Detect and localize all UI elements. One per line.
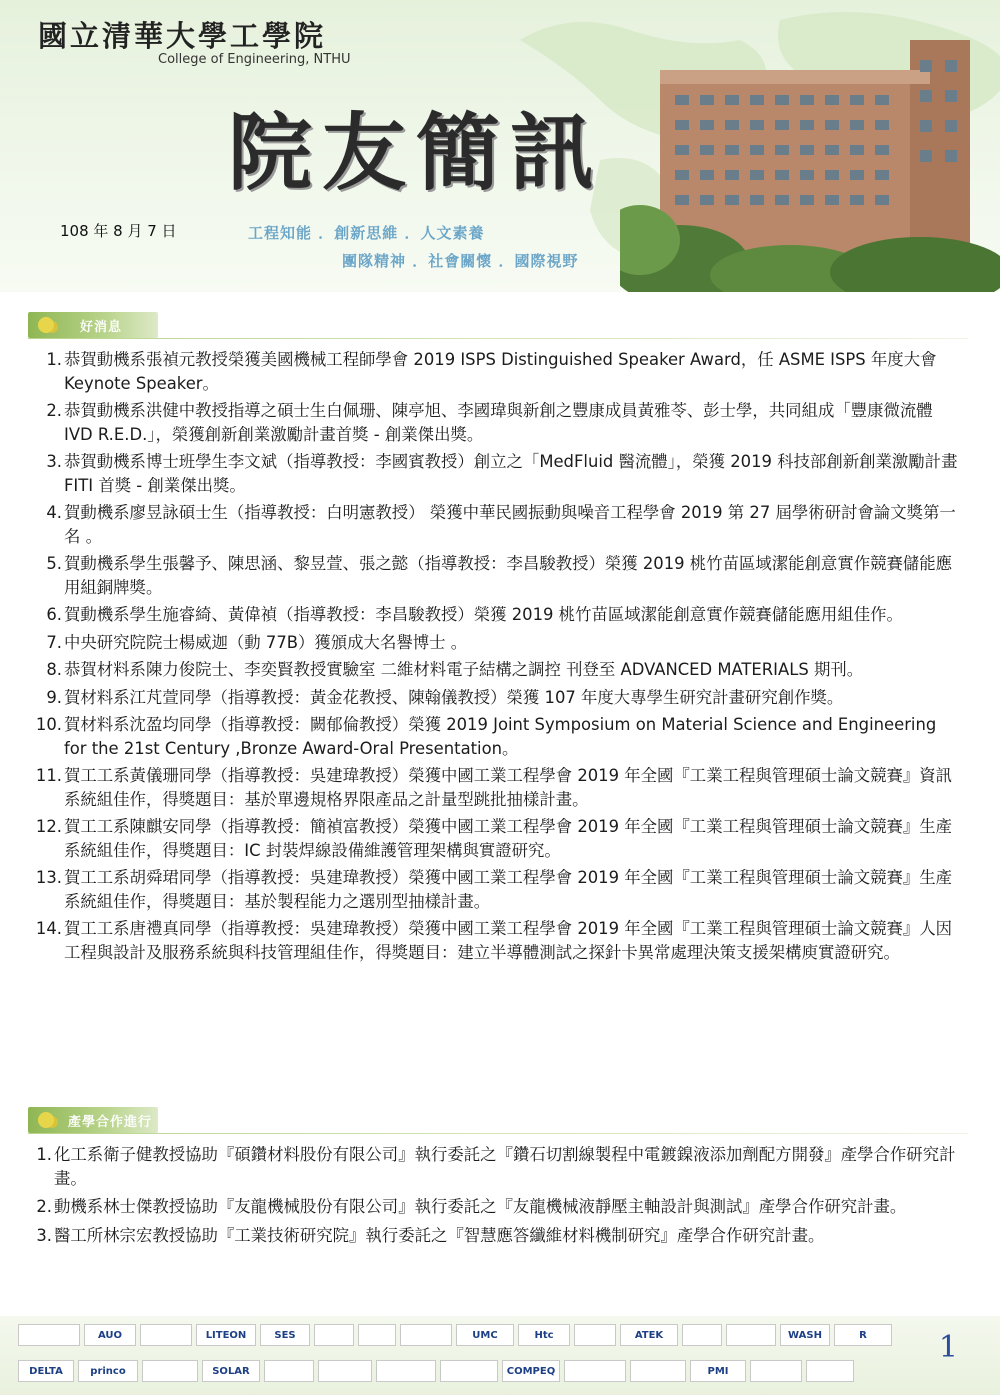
slogan-line-1: 工程知能 ．創新思維 ．人文素養	[248, 224, 485, 242]
list-item	[28, 348, 963, 395]
item-text: 賀工工系胡舜珺同學（指導教授：吳建瑋教授）榮獲中國工業工程學會 2019 年全國『工業工程與管理碩士論文競賽』生產系統組佳作，得獎題目：基於製程能力之選別型抽樣計畫。	[64, 868, 953, 911]
item-text: 賀動機系廖昱詠碩士生（指導教授：白明憲教授） 榮獲中華民國振動與噪音工程學會 2019 第 27 屆學術研討會論文獎第一名 。	[64, 503, 956, 546]
item-number: 1.	[46, 350, 62, 369]
item-text: 恭賀動機系洪健中教授指導之碩士生白佩珊、陳亭旭、李國瑋與新創之豐康成員黃雅苓、彭士學，共同組成「豐康微流體 IVD R.E.D.」，榮獲創新創業激勵計畫首獎 - 創業傑出獎。	[64, 401, 933, 444]
list-item	[22, 1143, 957, 1190]
sponsor-logo	[18, 1324, 80, 1346]
section-tag-good-news	[28, 312, 158, 338]
item-number: 11.	[35, 766, 62, 785]
item-text: 賀材料系沈盈均同學（指導教授：闕郁倫教授）榮獲 2019 Joint Symposium on Material Science and Engineering for the 21st Century ,Bronze Award-Oral Presentation。	[64, 715, 937, 758]
slogan-line-2: 團隊精神 ．社會關懷 ．國際視野	[342, 252, 579, 270]
list-item	[28, 815, 963, 862]
flower-icon	[38, 1112, 54, 1128]
sponsor-logo: COMPEQ	[502, 1360, 560, 1382]
item-text: 恭賀材料系陳力俊院士、李奕賢教授實驗室 二維材料電子結構之調控 刊登至 ADVANCED MATERIALS 期刊。	[64, 660, 864, 679]
cooperation-list	[22, 1143, 957, 1252]
item-number: 1.	[36, 1145, 52, 1164]
list-item	[28, 552, 963, 599]
item-number: 10.	[35, 715, 62, 734]
item-number: 8.	[46, 660, 62, 679]
item-number: 2.	[46, 401, 62, 420]
item-number: 14.	[35, 919, 62, 938]
item-number: 3.	[46, 452, 62, 471]
item-number: 4.	[46, 503, 62, 522]
sponsor-logo: SES	[260, 1324, 310, 1346]
sponsor-logo: PMI	[690, 1360, 746, 1382]
item-number: 13.	[35, 868, 62, 887]
sponsor-logo: ATEK	[620, 1324, 678, 1346]
sponsor-logo	[314, 1324, 354, 1346]
college-name-chinese: 國立清華大學工學院	[38, 19, 327, 53]
sponsor-footer	[0, 1316, 1000, 1395]
issue-date: 108 年 8 月 7 日	[60, 222, 177, 240]
section-divider	[28, 338, 968, 339]
sponsor-logo-row-1	[18, 1324, 892, 1346]
item-text: 中央研究院院士楊威迦（動 77B）獲頒成大名譽博士 。	[64, 632, 468, 652]
newsletter-title: 院友簡訊	[228, 103, 605, 202]
sponsor-logo	[142, 1360, 198, 1382]
item-number: 7.	[46, 632, 62, 652]
section-divider	[28, 1133, 968, 1134]
list-item	[22, 1195, 957, 1219]
sponsor-logo	[264, 1360, 314, 1382]
sponsor-logo	[358, 1324, 396, 1346]
sponsor-logo	[400, 1324, 452, 1346]
sponsor-logo: DELTA	[18, 1360, 74, 1382]
sponsor-logo: UMC	[456, 1324, 514, 1346]
item-number: 5.	[46, 554, 62, 573]
item-text: 動機系林士傑教授協助『友龍機械股份有限公司』執行委託之『友龍機械液靜壓主軸設計與測試』產學合作研究計畫。	[54, 1197, 907, 1216]
sponsor-logo: LITEON	[196, 1324, 256, 1346]
list-item	[28, 658, 963, 682]
item-number: 6.	[46, 605, 62, 624]
list-item	[28, 686, 963, 710]
list-item	[28, 399, 963, 446]
item-text: 恭賀動機系博士班學生李文斌（指導教授：李國賓教授）創立之「MedFluid 醫流體」，榮獲 2019 科技部創新創業激勵計畫 FITI 首獎 - 創業傑出獎。	[64, 452, 958, 495]
item-number: 9.	[46, 687, 62, 707]
item-number: 12.	[35, 817, 62, 836]
list-item	[28, 917, 963, 964]
list-item	[28, 713, 963, 760]
college-name-english: College of Engineering, NTHU	[158, 52, 351, 67]
item-text: 醫工所林宗宏教授協助『工業技術研究院』執行委託之『智慧應答纖維材料機制研究』產學合作研究計畫。	[54, 1225, 825, 1245]
good-news-list	[28, 348, 963, 968]
sponsor-logo	[376, 1360, 436, 1382]
item-number: 3.	[36, 1225, 52, 1245]
sponsor-logo	[750, 1360, 802, 1382]
sponsor-logo	[574, 1324, 616, 1346]
sponsor-logo: R	[834, 1324, 892, 1346]
sponsor-logo	[440, 1360, 498, 1382]
section-title-cooperation: 產學合作進行曲	[68, 1115, 153, 1149]
newsletter-header	[0, 0, 1000, 292]
sponsor-logo	[726, 1324, 776, 1346]
page-number: 1	[938, 1330, 958, 1365]
sponsor-logo: princo	[78, 1360, 138, 1382]
list-item	[28, 631, 963, 655]
sponsor-logo	[140, 1324, 192, 1346]
sponsor-logo: AUO	[84, 1324, 136, 1346]
section-title-good-news: 好消息	[80, 320, 123, 335]
sponsor-logo	[564, 1360, 626, 1382]
item-text: 賀工工系黃儀珊同學（指導教授：吳建瑋教授）榮獲中國工業工程學會 2019 年全國『工業工程與管理碩士論文競賽』資訊系統組佳作，得獎題目：基於單邊規格界限產品之計量型跳批抽樣計畫。	[64, 766, 953, 809]
sponsor-logo	[318, 1360, 372, 1382]
sponsor-logo: SOLAR	[202, 1360, 260, 1382]
sponsor-logo	[630, 1360, 686, 1382]
item-text: 賀工工系陳麒安同學（指導教授：簡禎富教授）榮獲中國工業工程學會 2019 年全國『工業工程與管理碩士論文競賽』生產系統組佳作，得獎題目：IC 封裝焊線設備維護管理架構與實證研究。	[64, 817, 953, 860]
item-text: 賀動機系學生張馨予、陳思涵、黎昱萱、張之懿（指導教授：李昌駿教授）榮獲 2019 桃竹苗區域潔能創意實作競賽儲能應用組銅牌獎。	[64, 554, 953, 597]
list-item	[28, 603, 963, 627]
item-text: 化工系衛子健教授協助『碩鑽材料股份有限公司』執行委託之『鑽石切割線製程中電鍍鎳液添加劑配方開發』產學合作研究計畫。	[54, 1145, 956, 1188]
item-text: 賀動機系學生施睿綺、黃偉禎（指導教授：李昌駿教授）榮獲 2019 桃竹苗區域潔能創意實作競賽儲能應用組佳作。	[64, 605, 903, 624]
list-item	[28, 866, 963, 913]
list-item	[28, 450, 963, 497]
sponsor-logo	[682, 1324, 722, 1346]
engineering-building-image	[620, 40, 1000, 292]
item-text: 賀工工系唐禮真同學（指導教授：吳建瑋教授）榮獲中國工業工程學會 2019 年全國『工業工程與管理碩士論文競賽』人因工程與設計及服務系統與科技管理組佳作，得獎題目：建立半導體測試之探針卡異常處理決策支援架構庾實證研究。	[64, 919, 953, 962]
item-text: 賀材料系江芃萱同學（指導教授：黃金花教授、陳翰儀教授）榮獲 107 年度大專學生研究計畫研究創作獎。	[64, 687, 844, 707]
list-item	[28, 764, 963, 811]
sponsor-logo-row-2	[18, 1360, 854, 1382]
section-tag-cooperation	[28, 1107, 158, 1149]
flower-icon	[38, 317, 54, 333]
sponsor-logo	[806, 1360, 854, 1382]
sponsor-logo: WASH	[780, 1324, 830, 1346]
list-item	[22, 1224, 957, 1248]
list-item	[28, 501, 963, 548]
sponsor-logo: Htc	[518, 1324, 570, 1346]
item-number: 2.	[36, 1197, 52, 1216]
item-text: 恭賀動機系張禎元教授榮獲美國機械工程師學會 2019 ISPS Distinguished Speaker Award，任 ASME ISPS 年度大會 Keynote Speaker。	[64, 350, 937, 393]
